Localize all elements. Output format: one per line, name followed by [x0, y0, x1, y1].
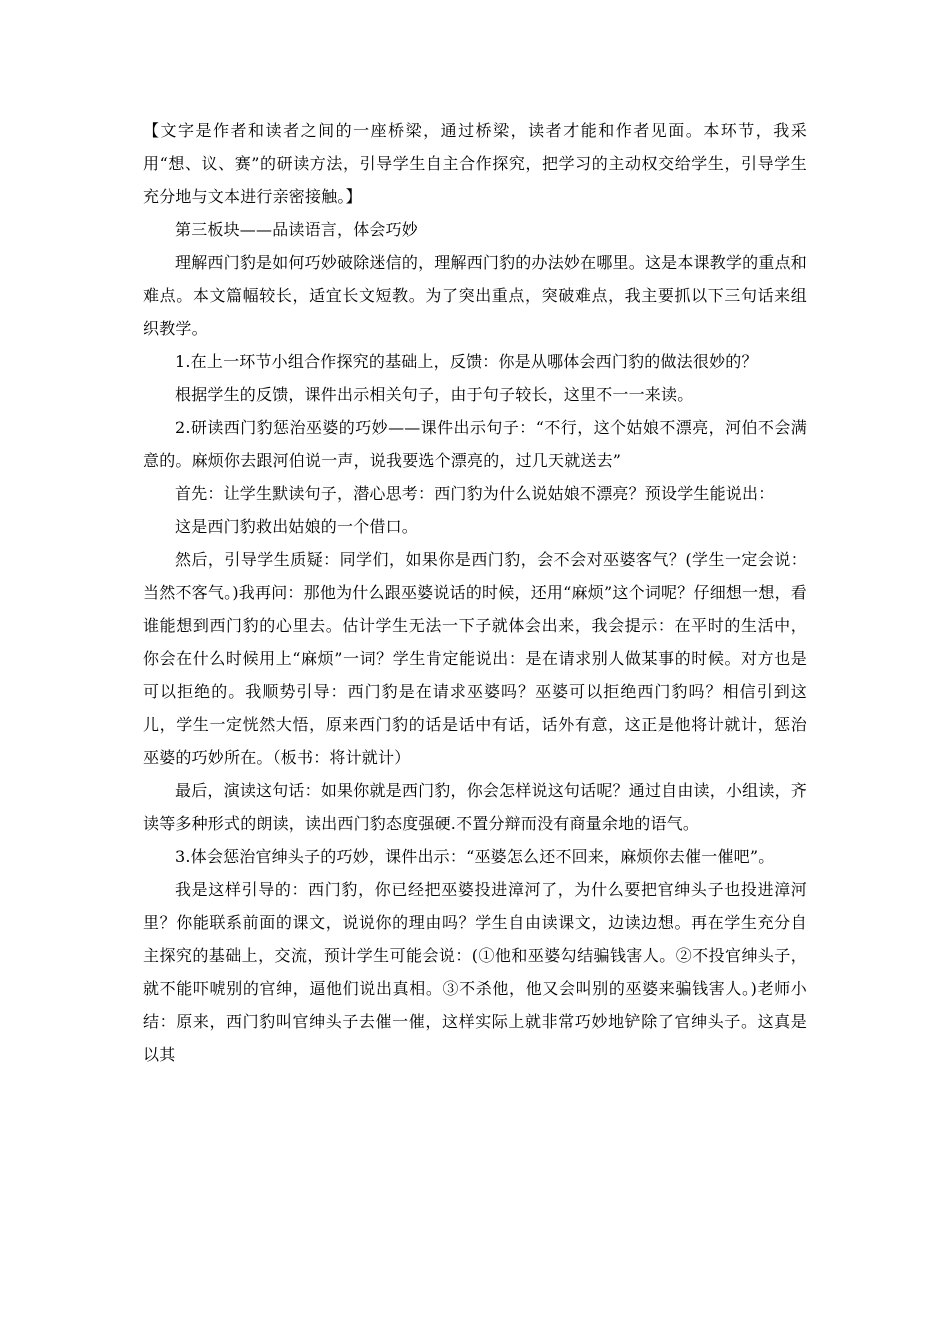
paragraph: 理解西门豹是如何巧妙破除迷信的，理解西门豹的办法妙在哪里。这是本课教学的重点和难点。本文篇幅较长，适宜长文短教。为了突出重点，突破难点，我主要抓以下三句话来组织教学。 [143, 253, 807, 338]
document-body [143, 114, 807, 1071]
paragraph: 根据学生的反馈，课件出示相关句子，由于句子较长，这里不一一来读。 [175, 385, 694, 404]
paragraph: 首先：让学生默读句子，潜心思考：西门豹为什么说姑娘不漂亮？预设学生能说出： [175, 484, 775, 503]
paragraph: 我是这样引导的：西门豹，你已经把巫婆投进漳河了，为什么要把官绅头子也投进漳河里？你能联系前面的课文，说说你的理由吗？学生自由读课文，边读边想。再在学生充分自主探究的基础上，交流，预计学生可能会说：(①他和巫婆勾结骗钱害人。②不投官绅头子，就不能吓唬别的官绅，逼他们说出真相。③不杀他，他又会叫别的巫婆来骗钱害人。)老师小结：原来，西门豹叫官绅头子去催一催，这样实际上就非常巧妙地铲除了官绅头子。这真是以其 [143, 880, 807, 1064]
paragraph: 这是西门豹救出姑娘的一个借口。 [175, 517, 419, 536]
paragraph: 2.研读西门豹惩治巫婆的巧妙——课件出示句子：“不行，这个姑娘不漂亮，河伯不会满意的。麻烦你去跟河伯说一声，说我要选个漂亮的，过几天就送去” [143, 418, 807, 470]
paragraph: 最后，演读这句话：如果你就是西门豹，你会怎样说这句话呢？通过自由读，小组读，齐读等多种形式的朗读，读出西门豹态度强硬.不置分辩而没有商量余地的语气。 [143, 781, 807, 833]
paragraph: 1.在上一环节小组合作探究的基础上，反馈：你是从哪体会西门豹的做法很妙的？ [175, 352, 758, 371]
section-heading: 第三板块——品读语言，体会巧妙 [175, 220, 419, 239]
paragraph: 3.体会惩治官绅头子的巧妙，课件出示：“巫婆怎么还不回来，麻烦你去催一催吧”。 [175, 847, 775, 866]
paragraph: 然后，引导学生质疑：同学们，如果你是西门豹，会不会对巫婆客气？(学生一定会说：当然不客气。)我再问：那他为什么跟巫婆说话的时候，还用“麻烦”这个词呢？仔细想一想，看谁能想到西门豹的心里去。估计学生无法一下子就体会出来，我会提示：在平时的生活中，你会在什么时候用上“麻烦”一词？学生肯定能说出：是在请求别人做某事的时候。对方也是可以拒绝的。我顺势引导：西门豹是在请求巫婆吗？巫婆可以拒绝西门豹吗？相信引到这儿，学生一定恍然大悟，原来西门豹的话是话中有话，话外有意，这正是他将计就计，惩治巫婆的巧妙所在。（板书：将计就计） [143, 550, 807, 767]
paragraph-intro-note: 【文字是作者和读者之间的一座桥梁，通过桥梁，读者才能和作者见面。本环节，我采用“想、议、赛”的研读方法，引导学生自主合作探究，把学习的主动权交给学生，引导学生充分地与文本进行亲密接触。】 [143, 121, 807, 206]
